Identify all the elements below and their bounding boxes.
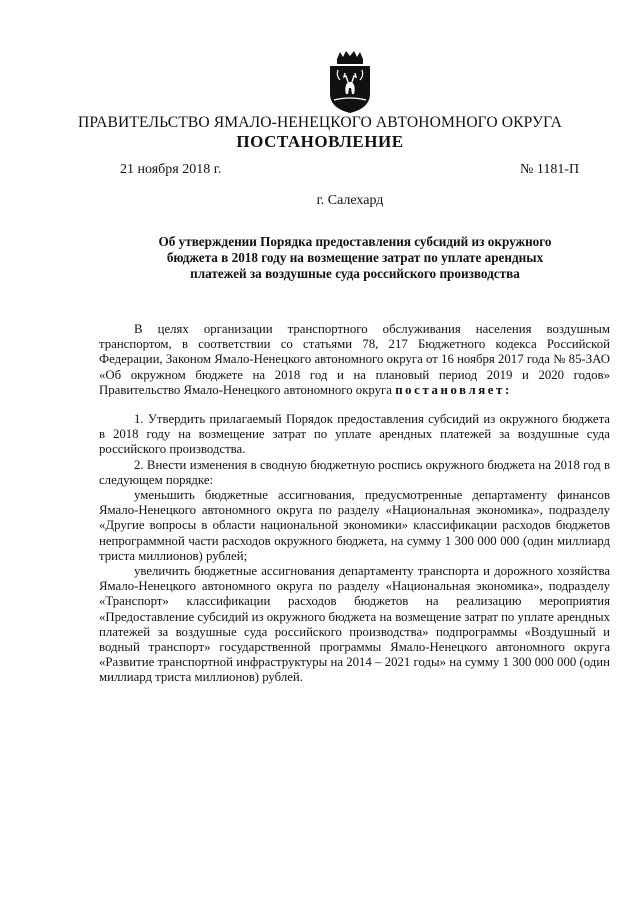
clause-2-increase: увеличить бюджетные ассигнования департаменту транспорта и дорожного хозяйства Ямало-Ненецкого автономного округа по разделу «Национальная экономика», подразделу «Транспорт» классификации расходов бюджетов на реализацию мероприятия «Предоставление субсидий из окружного бюджета на возмещение затрат по уплате арендных платежей за воздушные суда российского производства» подпрограммы «Воздушный и водный транспорт» государственной программы Ямало-Ненецкого автономного округа «Развитие транспортной инфраструктуры на 2014 – 2021 годы» на сумму 1 300 000 000 (один миллиард триста миллионов) рублей. [99, 564, 610, 685]
clause-2: 2. Внести изменения в сводную бюджетную роспись окружного бюджета на 2018 год в следующем порядке: [99, 457, 610, 487]
document-city: г. Салехард [316, 193, 384, 208]
resolves-word: постановляет: [395, 382, 512, 397]
shield-icon [330, 66, 370, 113]
clause-2-decrease: уменьшить бюджетные ассигнования, предусмотренные департаменту финансов Ямало-Ненецкого автономного округа по разделу «Национальная экономика», подразделу «Другие вопросы в области национальной экономики» классификации расходов бюджетов непрограммной части расходов окружного бюджета, на сумму 1 300 000 000 (один миллиард триста миллионов) рублей; [99, 488, 610, 563]
clause-1: 1. Утвердить прилагаемый Порядок предоставления субсидий из окружного бюджета в 2018 году на возмещение затрат по уплате арендных платежей за воздушные суда российского производства. [99, 412, 610, 457]
document-number: № 1181-П [520, 162, 580, 177]
preamble-text: В целях организации транспортного обслуживания населения воздушным транспортом, в соответствии со статьями 78, 217 Бюджетного кодекса Российской Федерации, Законом Ямало-Ненецкого автономного округа от 16 ноября 2017 года № 85-ЗАО «Об окружном бюджете на 2018 год и на плановый период 2019 и 2020 годов» Правительство Ямало-Ненецкого автономного округа [99, 322, 610, 397]
government-name: ПРАВИТЕЛЬСТВО ЯМАЛО-НЕНЕЦКОГО АВТОНОМНОГО ОКРУГА [78, 114, 562, 131]
document-subject: Об утверждении Порядка предоставления субсидий из окружного бюджета в 2018 году на возмещение затрат по уплате арендных платежей за воздушные суда российского производства [158, 234, 552, 281]
document-date: 21 ноября 2018 г. [120, 162, 222, 177]
crown-icon [337, 51, 363, 64]
document-type: ПОСТАНОВЛЕНИЕ [236, 132, 404, 151]
yamal-nenets-coat-of-arms-icon [322, 50, 378, 114]
document-body [99, 322, 610, 686]
preamble-paragraph [99, 322, 610, 398]
